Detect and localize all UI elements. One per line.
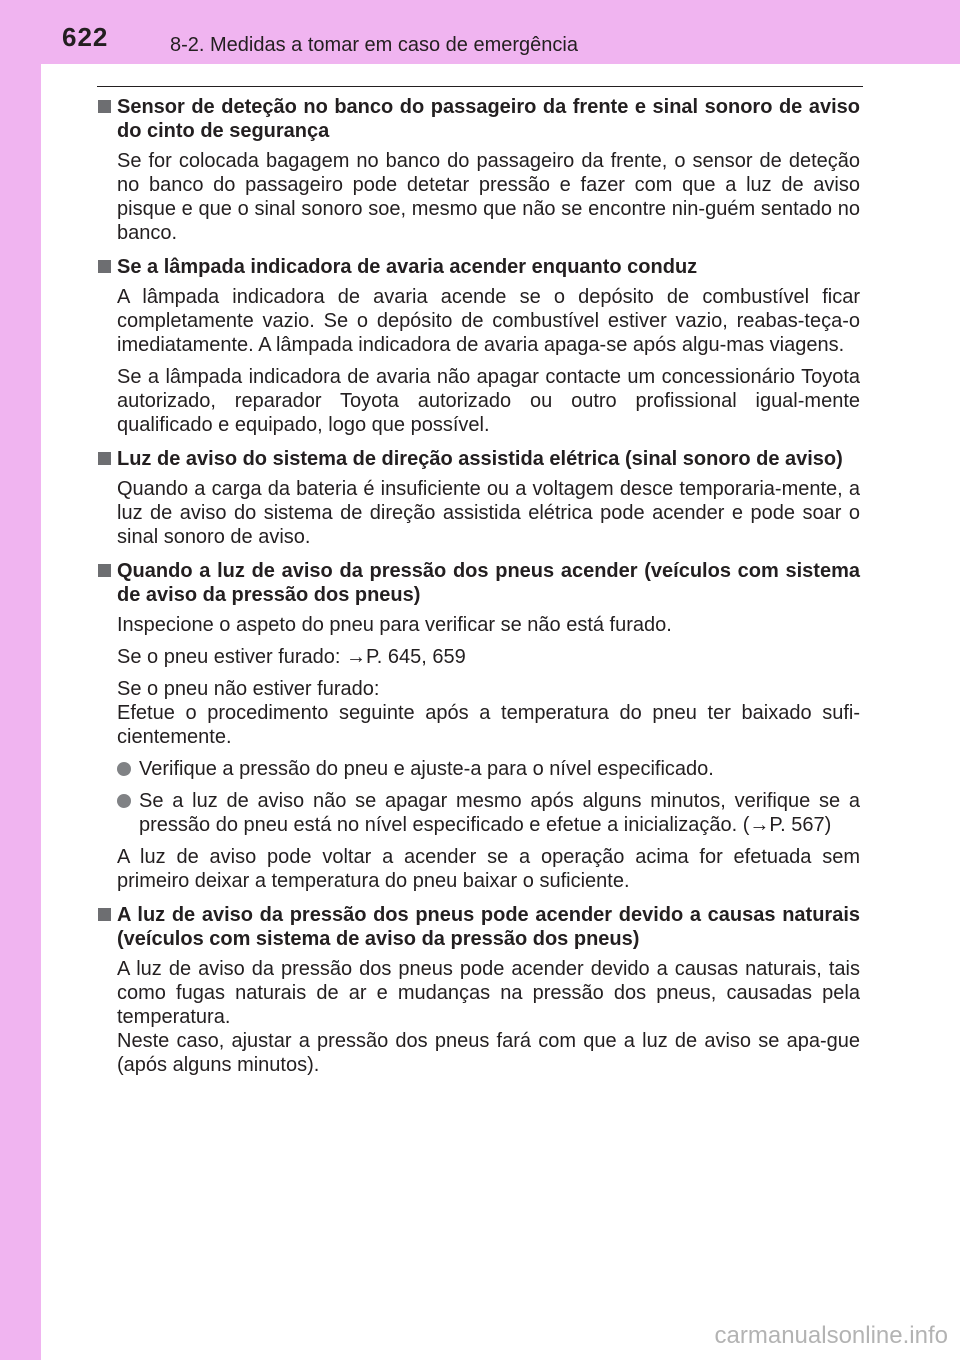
- paragraph: Inspecione o aspeto do pneu para verificar se não está furado.: [117, 614, 672, 636]
- cross-reference: Se o pneu estiver furado: →P. 645, 659: [117, 646, 466, 668]
- square-bullet-icon: [98, 100, 111, 113]
- paragraph: A lâmpada indicadora de avaria acende se o depósito de combustível ficar completamente vazio. Se o depósito de combustível estiver vazio, reabas-teça-o imediatamente. A lâmpada indicadora de avaria apaga-se após algu-mas viagens.: [117, 286, 860, 356]
- watermark: carmanualsonline.info: [714, 1322, 948, 1349]
- list-item: Verifique a pressão do pneu e ajuste-a para o nível especificado.: [96, 757, 860, 781]
- section-title: 8-2. Medidas a tomar em caso de emergência: [170, 34, 578, 56]
- page-number: 622: [62, 22, 109, 52]
- square-bullet-icon: [98, 452, 111, 465]
- heading-tire-pressure: Quando a luz de aviso da pressão dos pneus acender (veículos com sistema de aviso da pressão dos pneus): [96, 559, 860, 607]
- page-content: [96, 95, 860, 1085]
- circle-bullet-icon: [117, 762, 131, 776]
- paragraph: Se for colocada bagagem no banco do passageiro da frente, o sensor de deteção no banco do passageiro pode detetar pressão e fazer com que a luz de aviso pisque e que o sinal sonoro soe, mesmo que não se encontre nin-guém sentado no banco.: [117, 150, 860, 244]
- side-color-bar: [0, 0, 41, 1360]
- heading-seat-sensor: Sensor de deteção no banco do passageiro da frente e sinal sonoro de aviso do cinto de segurança: [96, 95, 860, 143]
- paragraph: A luz de aviso pode voltar a acender se a operação acima for efetuada sem primeiro deixar a temperatura do pneu baixar o suficiente.: [117, 846, 860, 892]
- paragraph: A luz de aviso da pressão dos pneus pode acender devido a causas naturais, tais como fugas naturais de ar e mudanças na pressão dos pneus, causadas pela temperatura. Neste caso, ajustar a pressão dos pneus fará com que a luz de aviso se apa-gue (após alguns minutos).: [117, 958, 860, 1076]
- paragraph: Quando a carga da bateria é insuficiente ou a voltagem desce temporaria-mente, a luz de aviso do sistema de direção assistida elétrica pode acender e pode soar o sinal sonoro de aviso.: [117, 478, 860, 548]
- circle-bullet-icon: [117, 794, 131, 808]
- square-bullet-icon: [98, 564, 111, 577]
- paragraph: Se a lâmpada indicadora de avaria não apagar contacte um concessionário Toyota autorizado, reparador Toyota autorizado ou outro profissional igual-mente qualificado e equipado, logo que possível.: [117, 366, 860, 436]
- square-bullet-icon: [98, 260, 111, 273]
- list-item: Se a luz de aviso não se apagar mesmo após alguns minutos, verifique se a pressão do pneu está no nível especificado e efetue a inicialização. (→P. 567): [96, 789, 860, 837]
- heading-malfunction-lamp: Se a lâmpada indicadora de avaria acender enquanto conduz: [96, 255, 860, 279]
- heading-power-steering: Luz de aviso do sistema de direção assistida elétrica (sinal sonoro de aviso): [96, 447, 860, 471]
- paragraph: Se o pneu não estiver furado: Efetue o procedimento seguinte após a temperatura do pneu ter baixado sufi-cientemente.: [117, 678, 860, 748]
- square-bullet-icon: [98, 908, 111, 921]
- header-divider: [97, 86, 863, 87]
- heading-natural-causes: A luz de aviso da pressão dos pneus pode acender devido a causas naturais (veículos com sistema de aviso da pressão dos pneus): [96, 903, 860, 951]
